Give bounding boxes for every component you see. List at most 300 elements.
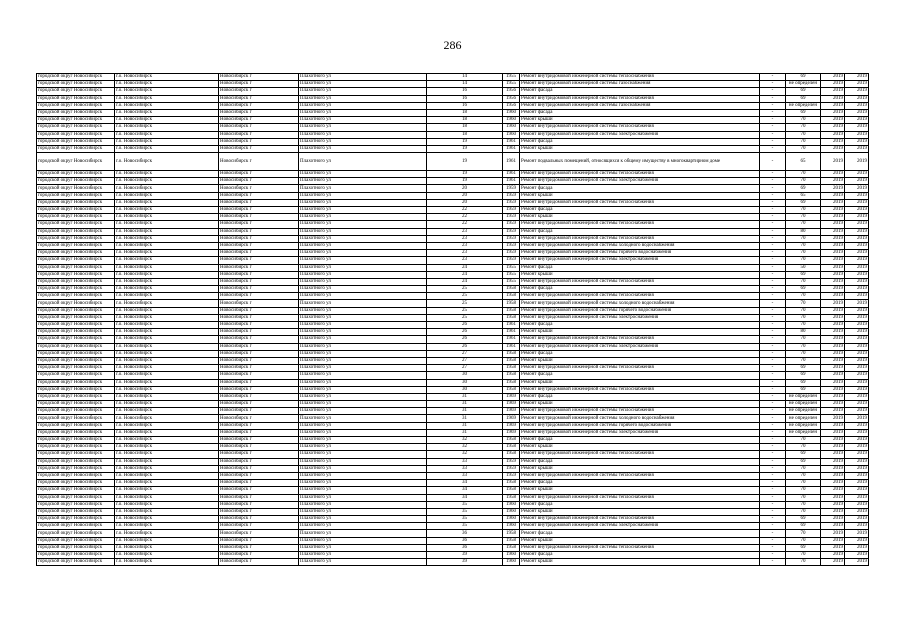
year-start-cell: 2019 (821, 408, 845, 415)
dash-cell: - (760, 429, 786, 436)
municipality-cell: городской округ Новосибирск (37, 552, 115, 559)
dash-cell: - (760, 178, 786, 185)
work-type-cell: Ремонт внутридомовой инженерной системы электроснабжения (520, 343, 760, 350)
dash-cell: - (760, 372, 786, 379)
work-type-cell: Ремонт фасада (520, 530, 760, 537)
dash-cell: - (760, 508, 786, 515)
city-cell: Новосибирск г (219, 95, 299, 102)
build-year-cell: 1961 (503, 138, 520, 145)
year-start-cell: 2019 (821, 544, 845, 551)
year-end-cell: 2019 (845, 329, 869, 336)
year-end-cell: 2019 (845, 74, 869, 81)
build-year-cell: 1958 (503, 350, 520, 357)
municipality-cell: городской округ Новосибирск (37, 214, 115, 221)
street-cell: Плахотного ул (299, 138, 427, 145)
city-cell: Новосибирск г (219, 192, 299, 199)
year-start-cell: 2019 (821, 322, 845, 329)
city-cell: Новосибирск г (219, 508, 299, 515)
street-cell: Плахотного ул (299, 124, 427, 131)
build-year-cell: 1969 (503, 422, 520, 429)
table-row (37, 537, 869, 544)
build-year-cell: 1959 (503, 250, 520, 257)
house-number-cell: 22 (427, 207, 503, 214)
dash-cell: - (760, 286, 786, 293)
work-type-cell: Ремонт внутридомовой инженерной системы теплоснабжения (520, 293, 760, 300)
street-cell: Плахотного ул (299, 429, 427, 436)
municipality-cell: городской округ Новосибирск (37, 365, 115, 372)
work-type-cell: Ремонт внутридомовой инженерной системы теплоснабжения (520, 124, 760, 131)
dash-cell: - (760, 264, 786, 271)
table-row (37, 153, 869, 171)
dash-cell: - (760, 242, 786, 249)
work-type-cell: Ремонт фасада (520, 350, 760, 357)
year-start-cell: 2019 (821, 451, 845, 458)
municipality-cell: городской округ Новосибирск (37, 250, 115, 257)
city-cell: Новосибирск г (219, 393, 299, 400)
city-cell: Новосибирск г (219, 437, 299, 444)
street-cell: Плахотного ул (299, 336, 427, 343)
build-year-cell: 1960 (503, 516, 520, 523)
house-number-cell: 33 (427, 465, 503, 472)
work-type-cell: Ремонт внутридомовой инженерной системы электроснабжения (520, 131, 760, 138)
value-cell: 70 (786, 131, 821, 138)
dash-cell: - (760, 487, 786, 494)
year-end-cell: 2019 (845, 523, 869, 530)
city-cell: Новосибирск г (219, 487, 299, 494)
year-start-cell: 2019 (821, 228, 845, 235)
house-number-cell: 26 (427, 322, 503, 329)
district-cell: г.о. Новосибирск (115, 293, 219, 300)
municipality-cell: городской округ Новосибирск (37, 171, 115, 178)
build-year-cell: 1961 (503, 343, 520, 350)
build-year-cell: 1956 (503, 88, 520, 95)
build-year-cell: 1958 (503, 451, 520, 458)
house-number-cell: 35 (427, 508, 503, 515)
municipality-cell: городской округ Новосибирск (37, 74, 115, 81)
house-number-cell: 20 (427, 199, 503, 206)
house-number-cell: 27 (427, 365, 503, 372)
value-cell: 70 (786, 278, 821, 285)
municipality-cell: городской округ Новосибирск (37, 88, 115, 95)
work-type-cell: Ремонт фасада (520, 501, 760, 508)
year-start-cell: 2019 (821, 523, 845, 530)
table-row (37, 336, 869, 343)
street-cell: Плахотного ул (299, 422, 427, 429)
work-type-cell: Ремонт крыши (520, 329, 760, 336)
city-cell: Новосибирск г (219, 300, 299, 307)
district-cell: г.о. Новосибирск (115, 559, 219, 566)
year-start-cell: 2019 (821, 171, 845, 178)
value-cell: 70 (786, 322, 821, 329)
dash-cell: - (760, 271, 786, 278)
table-row (37, 487, 869, 494)
value-cell: 65 (786, 192, 821, 199)
city-cell: Новосибирск г (219, 465, 299, 472)
house-number-cell: 32 (427, 437, 503, 444)
street-cell: Плахотного ул (299, 199, 427, 206)
build-year-cell: 1959 (503, 192, 520, 199)
house-number-cell: 26 (427, 343, 503, 350)
year-end-cell: 2019 (845, 242, 869, 249)
work-type-cell: Ремонт крыши (520, 214, 760, 221)
build-year-cell: 1958 (503, 314, 520, 321)
build-year-cell: 1969 (503, 401, 520, 408)
year-end-cell: 2019 (845, 300, 869, 307)
table-row (37, 322, 869, 329)
table-row (37, 480, 869, 487)
dash-cell: - (760, 74, 786, 81)
table-row (37, 530, 869, 537)
house-number-cell: 23 (427, 228, 503, 235)
work-type-cell: Ремонт внутридомовой инженерной системы теплоснабжения (520, 95, 760, 102)
municipality-cell: городской округ Новосибирск (37, 329, 115, 336)
build-year-cell: 1958 (503, 307, 520, 314)
work-type-cell: Ремонт крыши (520, 537, 760, 544)
street-cell: Плахотного ул (299, 95, 427, 102)
street-cell: Плахотного ул (299, 357, 427, 364)
municipality-cell: городской округ Новосибирск (37, 117, 115, 124)
page-number: 286 (443, 38, 462, 52)
house-number-cell: 25 (427, 286, 503, 293)
city-cell: Новосибирск г (219, 444, 299, 451)
build-year-cell: 1959 (503, 214, 520, 221)
work-type-cell: Ремонт внутридомовой инженерной системы теплоснабжения (520, 544, 760, 551)
build-year-cell: 1961 (503, 322, 520, 329)
house-number-cell: 14 (427, 81, 503, 88)
dash-cell: - (760, 199, 786, 206)
value-cell: 70 (786, 178, 821, 185)
work-type-cell: Ремонт крыши (520, 271, 760, 278)
year-start-cell: 2019 (821, 401, 845, 408)
year-start-cell: 2019 (821, 516, 845, 523)
street-cell: Плахотного ул (299, 408, 427, 415)
year-start-cell: 2019 (821, 415, 845, 422)
year-start-cell: 2019 (821, 117, 845, 124)
house-number-cell: 34 (427, 487, 503, 494)
value-cell: 70 (786, 214, 821, 221)
district-cell: г.о. Новосибирск (115, 314, 219, 321)
work-type-cell: Ремонт внутридомовой инженерной системы теплоснабжения (520, 278, 760, 285)
year-end-cell: 2019 (845, 357, 869, 364)
work-type-cell: Ремонт фасада (520, 138, 760, 145)
municipality-cell: городской округ Новосибирск (37, 131, 115, 138)
dash-cell: - (760, 228, 786, 235)
house-number-cell: 19 (427, 145, 503, 152)
street-cell: Плахотного ул (299, 343, 427, 350)
municipality-cell: городской округ Новосибирск (37, 379, 115, 386)
district-cell: г.о. Новосибирск (115, 257, 219, 264)
year-start-cell: 2019 (821, 81, 845, 88)
table-row (37, 300, 869, 307)
year-end-cell: 2019 (845, 444, 869, 451)
build-year-cell: 1960 (503, 109, 520, 116)
house-number-cell: 31 (427, 401, 503, 408)
year-end-cell: 2019 (845, 257, 869, 264)
municipality-cell: городской округ Новосибирск (37, 271, 115, 278)
municipality-cell: городской округ Новосибирск (37, 437, 115, 444)
house-number-cell: 16 (427, 95, 503, 102)
build-year-cell: 1958 (503, 480, 520, 487)
street-cell: Плахотного ул (299, 293, 427, 300)
table-row (37, 329, 869, 336)
build-year-cell: 1960 (503, 523, 520, 530)
year-end-cell: 2019 (845, 336, 869, 343)
city-cell: Новосибирск г (219, 408, 299, 415)
municipality-cell: городской округ Новосибирск (37, 300, 115, 307)
city-cell: Новосибирск г (219, 109, 299, 116)
work-type-cell: Ремонт фасада (520, 322, 760, 329)
municipality-cell: городской округ Новосибирск (37, 458, 115, 465)
street-cell: Плахотного ул (299, 350, 427, 357)
year-end-cell: 2019 (845, 124, 869, 131)
work-type-cell: Ремонт внутридомовой инженерной системы газоснабжения (520, 102, 760, 109)
work-type-cell: Ремонт внутридомовой инженерной системы теплоснабжения (520, 74, 760, 81)
street-cell: Плахотного ул (299, 102, 427, 109)
municipality-cell: городской округ Новосибирск (37, 544, 115, 551)
year-start-cell: 2019 (821, 271, 845, 278)
street-cell: Плахотного ул (299, 537, 427, 544)
build-year-cell: 1959 (503, 199, 520, 206)
work-type-cell: Ремонт внутридомовой инженерной системы холодного водоснабжения (520, 242, 760, 249)
municipality-cell: городской округ Новосибирск (37, 293, 115, 300)
district-cell: г.о. Новосибирск (115, 537, 219, 544)
value-cell: 69 (786, 271, 821, 278)
value-cell: 70 (786, 257, 821, 264)
year-start-cell: 2019 (821, 88, 845, 95)
municipality-cell: городской округ Новосибирск (37, 422, 115, 429)
house-number-cell: 36 (427, 544, 503, 551)
district-cell: г.о. Новосибирск (115, 336, 219, 343)
build-year-cell: 1958 (503, 437, 520, 444)
value-cell: 70 (786, 465, 821, 472)
build-year-cell: 1956 (503, 102, 520, 109)
house-number-cell: 18 (427, 117, 503, 124)
street-cell: Плахотного ул (299, 494, 427, 501)
street-cell: Плахотного ул (299, 192, 427, 199)
value-cell: не определен (786, 102, 821, 109)
district-cell: г.о. Новосибирск (115, 192, 219, 199)
year-end-cell: 2019 (845, 293, 869, 300)
work-type-cell: Ремонт фасада (520, 264, 760, 271)
value-cell: 69 (786, 185, 821, 192)
year-start-cell: 2019 (821, 357, 845, 364)
year-start-cell: 2019 (821, 487, 845, 494)
build-year-cell: 1969 (503, 408, 520, 415)
district-cell: г.о. Новосибирск (115, 242, 219, 249)
year-start-cell: 2019 (821, 559, 845, 566)
year-start-cell: 2019 (821, 480, 845, 487)
year-end-cell: 2019 (845, 501, 869, 508)
municipality-cell: городской округ Новосибирск (37, 336, 115, 343)
year-start-cell: 2019 (821, 458, 845, 465)
build-year-cell: 1958 (503, 530, 520, 537)
street-cell: Плахотного ул (299, 401, 427, 408)
district-cell: г.о. Новосибирск (115, 357, 219, 364)
year-start-cell: 2019 (821, 422, 845, 429)
table-row (37, 516, 869, 523)
table-row (37, 278, 869, 285)
district-cell: г.о. Новосибирск (115, 235, 219, 242)
city-cell: Новосибирск г (219, 264, 299, 271)
city-cell: Новосибирск г (219, 138, 299, 145)
city-cell: Новосибирск г (219, 451, 299, 458)
build-year-cell: 1956 (503, 95, 520, 102)
year-end-cell: 2019 (845, 109, 869, 116)
work-type-cell: Ремонт крыши (520, 357, 760, 364)
work-type-cell: Ремонт внутридомовой инженерной системы теплоснабжения (520, 494, 760, 501)
dash-cell: - (760, 300, 786, 307)
value-cell: 70 (786, 501, 821, 508)
dash-cell: - (760, 145, 786, 152)
year-end-cell: 2019 (845, 102, 869, 109)
city-cell: Новосибирск г (219, 530, 299, 537)
year-start-cell: 2019 (821, 74, 845, 81)
municipality-cell: городской округ Новосибирск (37, 314, 115, 321)
build-year-cell: 1969 (503, 429, 520, 436)
build-year-cell: 1958 (503, 357, 520, 364)
street-cell: Плахотного ул (299, 109, 427, 116)
house-number-cell: 22 (427, 214, 503, 221)
year-end-cell: 2019 (845, 95, 869, 102)
city-cell: Новосибирск г (219, 494, 299, 501)
dash-cell: - (760, 343, 786, 350)
value-cell: 69 (786, 74, 821, 81)
table-row (37, 207, 869, 214)
build-year-cell: 1961 (503, 178, 520, 185)
year-end-cell: 2019 (845, 153, 869, 171)
street-cell: Плахотного ул (299, 257, 427, 264)
value-cell: 69 (786, 199, 821, 206)
dash-cell: - (760, 415, 786, 422)
work-type-cell: Ремонт подвальных помещений, относящихся к общему имуществу в многоквартирном доме (520, 153, 760, 171)
dash-cell: - (760, 393, 786, 400)
street-cell: Плахотного ул (299, 444, 427, 451)
municipality-cell: городской округ Новосибирск (37, 523, 115, 530)
district-cell: г.о. Новосибирск (115, 350, 219, 357)
table-row (37, 350, 869, 357)
district-cell: г.о. Новосибирск (115, 228, 219, 235)
dash-cell: - (760, 235, 786, 242)
year-end-cell: 2019 (845, 221, 869, 228)
house-number-cell: 24 (427, 278, 503, 285)
work-type-cell: Ремонт внутридомовой инженерной системы теплоснабжения (520, 336, 760, 343)
municipality-cell: городской округ Новосибирск (37, 501, 115, 508)
dash-cell: - (760, 451, 786, 458)
dash-cell: - (760, 530, 786, 537)
house-number-cell: 30 (427, 372, 503, 379)
street-cell: Плахотного ул (299, 153, 427, 171)
value-cell: 69 (786, 523, 821, 530)
year-start-cell: 2019 (821, 102, 845, 109)
district-cell: г.о. Новосибирск (115, 451, 219, 458)
build-year-cell: 1958 (503, 286, 520, 293)
house-number-cell: 35 (427, 516, 503, 523)
street-cell: Плахотного ул (299, 242, 427, 249)
work-type-cell: Ремонт крыши (520, 192, 760, 199)
municipality-cell: городской округ Новосибирск (37, 257, 115, 264)
value-cell: 70 (786, 235, 821, 242)
year-end-cell: 2019 (845, 199, 869, 206)
municipality-cell: городской округ Новосибирск (37, 530, 115, 537)
value-cell: 70 (786, 508, 821, 515)
table-row (37, 393, 869, 400)
street-cell: Плахотного ул (299, 145, 427, 152)
dash-cell: - (760, 544, 786, 551)
value-cell: 70 (786, 221, 821, 228)
street-cell: Плахотного ул (299, 81, 427, 88)
year-end-cell: 2019 (845, 145, 869, 152)
year-start-cell: 2019 (821, 329, 845, 336)
year-end-cell: 2019 (845, 178, 869, 185)
dash-cell: - (760, 336, 786, 343)
year-start-cell: 2019 (821, 494, 845, 501)
year-end-cell: 2019 (845, 81, 869, 88)
value-cell: 70 (786, 357, 821, 364)
build-year-cell: 1959 (503, 458, 520, 465)
district-cell: г.о. Новосибирск (115, 117, 219, 124)
dash-cell: - (760, 314, 786, 321)
table-row (37, 293, 869, 300)
house-number-cell: 26 (427, 329, 503, 336)
work-type-cell: Ремонт фасада (520, 88, 760, 95)
year-start-cell: 2019 (821, 145, 845, 152)
house-number-cell: 25 (427, 314, 503, 321)
build-year-cell: 1960 (503, 117, 520, 124)
value-cell: не определен (786, 422, 821, 429)
value-cell: 70 (786, 242, 821, 249)
city-cell: Новосибирск г (219, 501, 299, 508)
year-end-cell: 2019 (845, 516, 869, 523)
build-year-cell: 1969 (503, 393, 520, 400)
build-year-cell: 1959 (503, 465, 520, 472)
value-cell: 70 (786, 552, 821, 559)
table-row (37, 494, 869, 501)
value-cell: 69 (786, 386, 821, 393)
house-number-cell: 26 (427, 336, 503, 343)
year-end-cell: 2019 (845, 422, 869, 429)
year-end-cell: 2019 (845, 408, 869, 415)
value-cell: 70 (786, 472, 821, 479)
house-number-cell: 27 (427, 350, 503, 357)
dash-cell: - (760, 109, 786, 116)
street-cell: Плахотного ул (299, 117, 427, 124)
build-year-cell: 1969 (503, 415, 520, 422)
street-cell: Плахотного ул (299, 472, 427, 479)
dash-cell: - (760, 437, 786, 444)
value-cell: 70 (786, 437, 821, 444)
city-cell: Новосибирск г (219, 386, 299, 393)
table-row (37, 271, 869, 278)
work-type-cell: Ремонт внутридомовой инженерной системы теплоснабжения (520, 171, 760, 178)
municipality-cell: городской округ Новосибирск (37, 393, 115, 400)
district-cell: г.о. Новосибирск (115, 145, 219, 152)
house-number-cell: 39 (427, 552, 503, 559)
table-row (37, 171, 869, 178)
work-type-cell: Ремонт крыши (520, 559, 760, 566)
year-start-cell: 2019 (821, 257, 845, 264)
city-cell: Новосибирск г (219, 472, 299, 479)
street-cell: Плахотного ул (299, 415, 427, 422)
street-cell: Плахотного ул (299, 88, 427, 95)
table-row (37, 458, 869, 465)
city-cell: Новосибирск г (219, 171, 299, 178)
year-end-cell: 2019 (845, 372, 869, 379)
year-end-cell: 2019 (845, 451, 869, 458)
dash-cell: - (760, 257, 786, 264)
dash-cell: - (760, 422, 786, 429)
table-row (37, 138, 869, 145)
year-start-cell: 2019 (821, 379, 845, 386)
